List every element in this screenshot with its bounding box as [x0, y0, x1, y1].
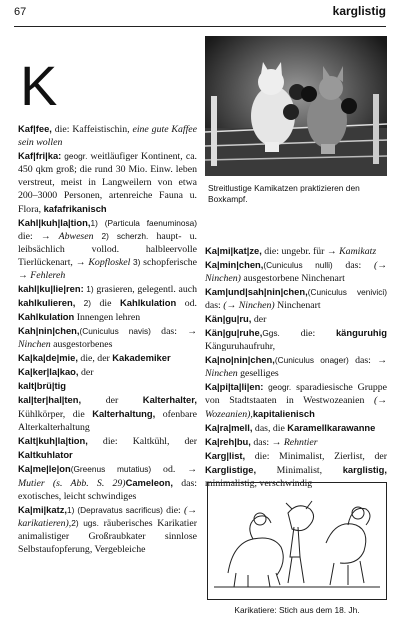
dictionary-entry [205, 244, 387, 258]
entry-headword: Ka|reh|bu, [205, 436, 251, 447]
entry-text: ausgestorbene Ninchenart [240, 273, 345, 284]
entry-text: od. [176, 298, 197, 309]
entry-crossref: (→ Ninchen) [223, 300, 275, 311]
entry-headword: Ka|ka|de|mie, [18, 352, 78, 363]
drawing-caption: Karikatiere: Stich aus dem 18. Jh. [234, 605, 360, 615]
entry-headword: Kahl|kuh|la|tion, [18, 217, 91, 228]
header-rule [14, 26, 386, 27]
entry-crossref: → Rehntier [271, 437, 318, 448]
entry-label: (Cuniculus nulli) [263, 260, 333, 270]
entry-text: die: [162, 505, 184, 516]
entry-crossref: → Kopfloskel [75, 257, 131, 268]
entry-text: das: [150, 326, 188, 337]
dictionary-entry [18, 379, 197, 393]
engraving-illustration [208, 483, 386, 599]
entry-text: animalistiger Großraubkater [18, 531, 165, 542]
entry-text: minimalistig, verschwindig [205, 478, 313, 489]
entry-text: die [91, 298, 120, 309]
entry-headword: kapitalienisch [252, 408, 315, 419]
entry-headword: Kahlkulation [119, 297, 177, 308]
dictionary-entry [18, 503, 197, 556]
entry-label: 3) [130, 257, 144, 267]
entry-text: Ninchenart [274, 300, 321, 311]
entry-label: 1) (Particula faenuminosa) [90, 218, 197, 228]
dictionary-entry [205, 380, 387, 421]
entry-text: die: Kaffeistischin, [51, 124, 133, 135]
entry-label: Ggs. [262, 328, 280, 338]
dictionary-entry [18, 434, 197, 462]
dictionary-entry [205, 435, 387, 449]
entry-label: (Greenus mutatius) [70, 464, 152, 474]
entry-headword: Kaf|fee, [18, 123, 52, 134]
entry-headword: Kahlkulation [18, 311, 75, 322]
dictionary-entry [205, 258, 387, 285]
entry-text: das: [172, 478, 197, 489]
entry-text: schopferische [143, 257, 197, 268]
entry-headword: Ka|min|chen, [205, 259, 264, 270]
entry-headword: Kalterhaltung, [92, 408, 156, 419]
dictionary-entry [18, 462, 197, 503]
entry-text: das: [332, 260, 374, 271]
entry-crossref: → Mutier (s. Abb. S. 29) [18, 464, 197, 489]
entry-label: 2) ugs. [71, 518, 99, 528]
entry-text: grasieren, gelegentl. auch [93, 284, 197, 295]
dictionary-entry [18, 351, 197, 365]
entry-headword: Kakademiker [112, 352, 171, 363]
entry-label: 1) (Depravatus sacrificus) [67, 505, 163, 515]
boxing-cats-illustration [205, 36, 387, 176]
entry-headword: kahl|ku|lie|ren: [18, 283, 84, 294]
entry-text: die, der [77, 353, 113, 364]
entry-headword: Kaltkuhlator [18, 449, 73, 460]
entry-headword: Kalt|kuh|la|tion, [18, 435, 88, 446]
entry-headword: Kaf|fri|ka: [18, 150, 62, 161]
entry-crossref: eine gute Kaffee sein wollen [18, 124, 197, 148]
entry-crossref: (→ Wozeanien), [205, 395, 387, 420]
page-number: 67 [14, 6, 27, 18]
entry-headword: Karamellkarawanne [287, 422, 376, 433]
dictionary-entry [18, 324, 197, 351]
entry-headword: karglistig, [342, 464, 387, 475]
entry-label: geogr. [61, 151, 88, 161]
entry-label: 2) scherzh. [93, 231, 149, 241]
entry-text: Innengen lehren [74, 312, 141, 323]
dictionary-entry [18, 122, 197, 149]
entry-text: räuberisches Karikatier [98, 518, 197, 529]
entry-label: (Cuniculus onager) [274, 355, 349, 365]
entry-text: od. [151, 464, 188, 475]
entry-headword: Ka|mi|kat|ze, [205, 245, 262, 256]
entry-text: der [78, 367, 94, 378]
entry-headword: Ka|ra|mell, [205, 422, 253, 433]
entry-headword: Ka|pi|ta|li|en: [205, 381, 264, 392]
entry-crossref: → Fehlereh [18, 270, 66, 281]
running-head: karglistig [332, 4, 386, 18]
photo-caption: Streitlustige Kamikatzen praktizieren den Boxkampf. [208, 183, 360, 204]
entry-text: die: [18, 231, 41, 242]
dictionary-entry [205, 312, 387, 326]
entry-headword: kahlkulieren, [18, 297, 76, 308]
entry-crossref: → Ninchen [18, 326, 197, 350]
dictionary-entry [18, 149, 197, 216]
entry-text: Minimalist, [256, 465, 343, 476]
entry-headword: Ka|me|le|on [18, 463, 71, 474]
entry-headword: Kän|gu|ruhe, [205, 327, 263, 338]
entry-text: sparadiesische Gruppe von Stadtstaaten in Westwozeanien [205, 382, 387, 406]
dictionary-entry [205, 326, 387, 353]
entry-headword: Kän|gu|ru, [205, 313, 252, 324]
entry-text: Kühlkörper, die [18, 409, 93, 420]
page-header [14, 6, 386, 24]
karikatiere-engraving [207, 482, 387, 600]
entry-label: 1) [83, 284, 94, 294]
left-column [18, 122, 197, 556]
entry-text: sinnlose Selbstaufopferung, Vergebleiche [18, 531, 197, 555]
entry-headword: Ka|ker|la|kao, [18, 366, 79, 377]
entry-text: das, die [252, 423, 288, 434]
dictionary-entry [205, 421, 387, 435]
section-letter: K [20, 54, 57, 117]
dictionary-entry [18, 365, 197, 379]
entry-text: haupt- u. leibsächlich vollod. halbleervolle Tierlückenart, [18, 231, 197, 268]
entry-headword: kalt|brü|tig [18, 380, 66, 391]
entry-text: ausgestorbenes [50, 339, 113, 350]
entry-text: weitläufiger Kontinent, ca. 450 qkm groß; die rund 30 Mio. Einw. leben verstreut, meist in Langweilern von etwa 200–3000 Personen, artenreiche Fauna u. Flora, [18, 151, 197, 215]
dictionary-entry [205, 353, 387, 380]
entry-headword: Cameleon, [125, 477, 173, 488]
entry-headword: Ka|no|nin|chen, [205, 354, 275, 365]
entry-text: die: [279, 328, 336, 339]
entry-headword: Kalterhalter, [142, 394, 197, 405]
dictionary-entry [205, 285, 387, 312]
entry-headword: Karglistige, [205, 464, 257, 475]
entry-label: (Cuniculus navis) [79, 326, 151, 336]
entry-text: die: Minimalist, Zierlist, der [245, 451, 387, 462]
entry-text: die: ungebr. für [261, 246, 327, 257]
entry-text: der [251, 314, 267, 325]
entry-headword: Karg|list, [205, 450, 246, 461]
entry-label: 2) [75, 298, 92, 308]
entry-headword: Kam|und|sah|nin|chen, [205, 286, 308, 297]
entry-headword: kafafrikanisch [43, 203, 107, 214]
entry-headword: känguruhig [335, 327, 387, 338]
entry-headword: Kah|nin|chen, [18, 325, 80, 336]
entry-text: ofenbare Alterkalterhaltung [18, 409, 198, 433]
entry-crossref: → Ninchen [205, 355, 387, 379]
boxing-cats-photo [205, 36, 387, 176]
entry-crossref: (→ Ninchen) [205, 260, 387, 284]
dictionary-entry [18, 282, 197, 324]
entry-crossref: (→ karikatieren), [18, 505, 197, 529]
entry-text: das: [205, 300, 224, 311]
entry-headword: Ka|mi|katz, [18, 504, 68, 515]
entry-crossref: → Abwesen [40, 231, 94, 242]
entry-label: geogr. [263, 382, 292, 392]
dictionary-entry [18, 393, 197, 434]
entry-text: die: Kaltkühl, der [87, 436, 197, 447]
right-column [205, 244, 387, 490]
entry-text: Känguruhaufruhr, [205, 341, 276, 352]
entry-text: das: [348, 355, 378, 366]
entry-text: das: [250, 437, 272, 448]
entry-headword: kal|ter|hal|ten, [18, 394, 82, 405]
entry-crossref: → Kamikatz [326, 246, 377, 257]
entry-label: (Cuniculus venivici) [307, 287, 387, 297]
entry-text: der [81, 395, 143, 406]
dictionary-entry [18, 216, 197, 282]
entry-text: exotisches, leicht schwindiges [18, 491, 137, 502]
entry-text: geselliges [237, 368, 279, 379]
